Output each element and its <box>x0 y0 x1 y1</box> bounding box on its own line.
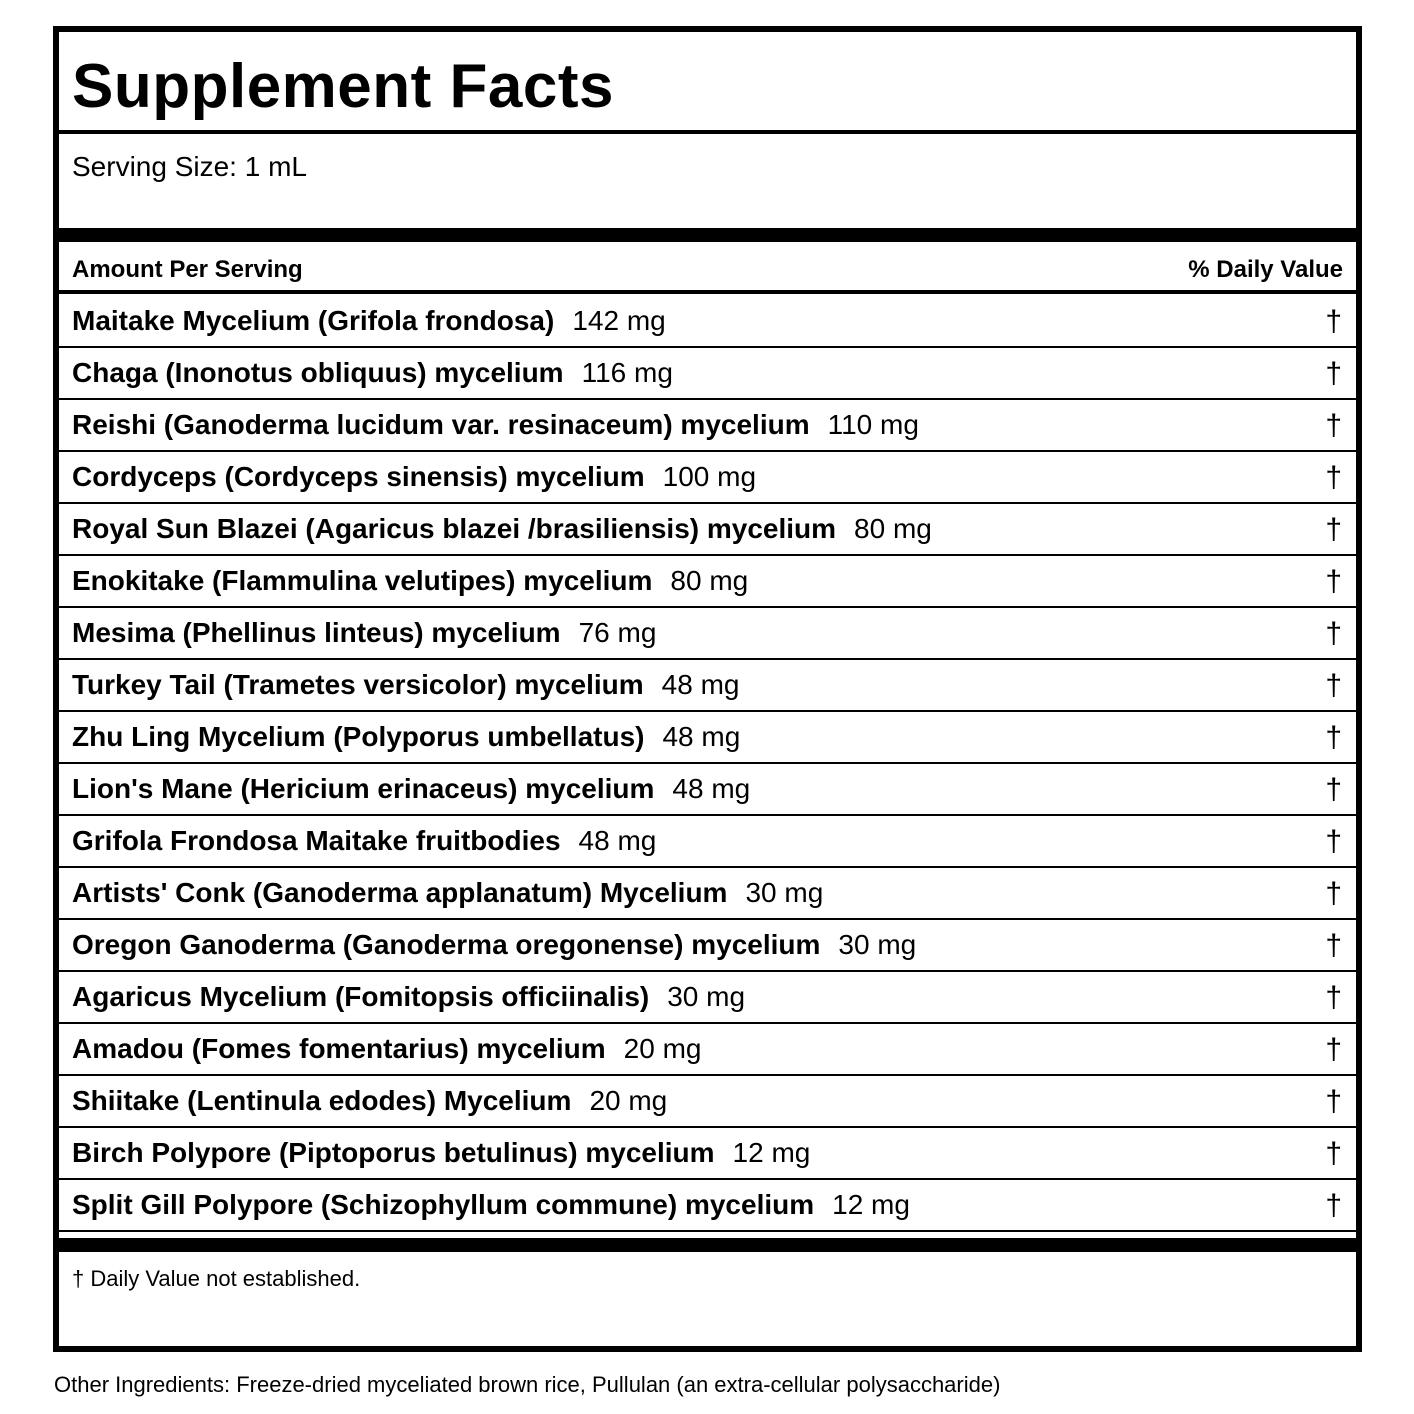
dagger-mark: † <box>1325 1085 1342 1118</box>
ingredient-amount: 48 mg <box>662 721 741 752</box>
dagger-mark: † <box>1325 825 1342 858</box>
ingredient-amount: 76 mg <box>578 617 657 648</box>
dagger-mark: † <box>1325 305 1342 338</box>
ingredient-amount: 20 mg <box>589 1085 668 1116</box>
ingredient-row <box>59 1076 1356 1128</box>
ingredient-name: Chaga (Inonotus obliquus) mycelium <box>72 357 564 388</box>
dagger-mark: † <box>1325 929 1342 962</box>
dagger-mark: † <box>1325 617 1342 650</box>
ingredient-name: Amadou (Fomes fomentarius) mycelium <box>72 1033 606 1064</box>
ingredient-text <box>72 1085 667 1117</box>
amount-header-row <box>59 246 1356 292</box>
ingredient-text <box>72 669 739 701</box>
dagger-mark: † <box>1325 565 1342 598</box>
dagger-mark: † <box>1325 409 1342 442</box>
ingredient-amount: 30 mg <box>667 981 746 1012</box>
ingredient-row <box>59 348 1356 400</box>
ingredient-text <box>72 981 745 1013</box>
ingredient-text <box>72 513 932 545</box>
ingredient-row <box>59 296 1356 348</box>
ingredient-list <box>59 296 1356 1232</box>
ingredient-amount: 48 mg <box>672 773 751 804</box>
ingredient-row <box>59 712 1356 764</box>
dagger-mark: † <box>1325 669 1342 702</box>
ingredient-row <box>59 764 1356 816</box>
ingredient-name: Birch Polypore (Piptoporus betulinus) mycelium <box>72 1137 715 1168</box>
ingredient-text <box>72 565 748 597</box>
dagger-mark: † <box>1325 1137 1342 1170</box>
dagger-mark: † <box>1325 877 1342 910</box>
ingredient-amount: 12 mg <box>832 1189 910 1220</box>
ingredient-amount: 110 mg <box>827 409 919 440</box>
ingredient-text <box>72 1033 701 1065</box>
ingredient-name: Shiitake (Lentinula edodes) Mycelium <box>72 1085 572 1116</box>
ingredient-text <box>72 773 750 805</box>
ingredient-row <box>59 400 1356 452</box>
ingredient-row <box>59 452 1356 504</box>
daily-value-footnote: † Daily Value not established. <box>72 1266 361 1291</box>
ingredient-row <box>59 972 1356 1024</box>
other-ingredients: Other Ingredients: Freeze-dried myceliated brown rice, Pullulan (an extra-cellular polysaccharide) <box>54 1372 1001 1397</box>
ingredient-text <box>72 461 756 493</box>
thick-divider-bottom <box>59 1238 1356 1252</box>
ingredient-name: Mesima (Phellinus linteus) mycelium <box>72 617 561 648</box>
ingredient-name: Lion's Mane (Hericium erinaceus) mycelium <box>72 773 655 804</box>
ingredient-amount: 80 mg <box>854 513 932 544</box>
ingredient-row <box>59 608 1356 660</box>
serving-size: Serving Size: 1 mL <box>72 151 307 182</box>
ingredient-text <box>72 617 656 649</box>
ingredient-amount: 20 mg <box>623 1033 702 1064</box>
ingredient-row <box>59 868 1356 920</box>
ingredient-row <box>59 1180 1356 1232</box>
dagger-mark: † <box>1325 1033 1342 1066</box>
dagger-mark: † <box>1325 773 1342 806</box>
thick-divider-top <box>59 228 1356 242</box>
dagger-mark: † <box>1325 461 1342 494</box>
ingredient-amount: 12 mg <box>732 1137 811 1168</box>
ingredient-name: Enokitake (Flammulina velutipes) mycelium <box>72 565 653 596</box>
ingredient-row <box>59 1128 1356 1180</box>
ingredient-row <box>59 1024 1356 1076</box>
dagger-mark: † <box>1325 1189 1342 1222</box>
ingredient-amount: 142 mg <box>572 305 666 336</box>
ingredient-text <box>72 409 919 441</box>
dagger-mark: † <box>1325 981 1342 1014</box>
ingredient-text <box>72 825 656 857</box>
ingredient-row <box>59 556 1356 608</box>
ingredient-amount: 48 mg <box>661 669 740 700</box>
supplement-facts-panel <box>53 26 1362 1352</box>
ingredient-name: Cordyceps (Cordyceps sinensis) mycelium <box>72 461 645 492</box>
ingredient-name: Maitake Mycelium (Grifola frondosa) <box>72 305 555 336</box>
ingredient-row <box>59 660 1356 712</box>
ingredient-text <box>72 929 916 961</box>
ingredient-name: Split Gill Polypore (Schizophyllum commune) mycelium <box>72 1189 815 1220</box>
ingredient-name: Oregon Ganoderma (Ganoderma oregonense) mycelium <box>72 929 821 960</box>
ingredient-amount: 48 mg <box>578 825 657 856</box>
ingredient-text <box>72 877 823 909</box>
dagger-mark: † <box>1325 357 1342 390</box>
ingredient-amount: 30 mg <box>745 877 824 908</box>
ingredient-name: Royal Sun Blazei (Agaricus blazei /brasiliensis) mycelium <box>72 513 837 544</box>
ingredient-amount: 80 mg <box>670 565 749 596</box>
dagger-mark: † <box>1325 513 1342 546</box>
panel-title: Supplement Facts <box>72 52 614 121</box>
ingredient-name: Agaricus Mycelium (Fomitopsis officiinalis) <box>72 981 650 1012</box>
ingredient-text <box>72 357 673 389</box>
ingredient-name: Grifola Frondosa Maitake fruitbodies <box>72 825 561 856</box>
header-divider <box>59 290 1356 294</box>
title-divider <box>59 130 1356 134</box>
daily-value-label: % Daily Value <box>1188 256 1343 283</box>
ingredient-text <box>72 305 666 337</box>
ingredient-amount: 100 mg <box>662 461 757 492</box>
ingredient-text <box>72 1137 810 1169</box>
ingredient-name: Turkey Tail (Trametes versicolor) mycelium <box>72 669 644 700</box>
ingredient-row <box>59 816 1356 868</box>
amount-per-serving-label: Amount Per Serving <box>72 256 303 283</box>
ingredient-text <box>72 721 740 753</box>
dagger-mark: † <box>1325 721 1342 754</box>
ingredient-name: Zhu Ling Mycelium (Polyporus umbellatus) <box>72 721 645 752</box>
ingredient-amount: 116 mg <box>581 357 673 388</box>
ingredient-text <box>72 1189 910 1221</box>
ingredient-name: Reishi (Ganoderma lucidum var. resinaceum) mycelium <box>72 409 810 440</box>
ingredient-name: Artists' Conk (Ganoderma applanatum) Mycelium <box>72 877 728 908</box>
ingredient-row <box>59 920 1356 972</box>
ingredient-amount: 30 mg <box>838 929 917 960</box>
ingredient-row <box>59 504 1356 556</box>
